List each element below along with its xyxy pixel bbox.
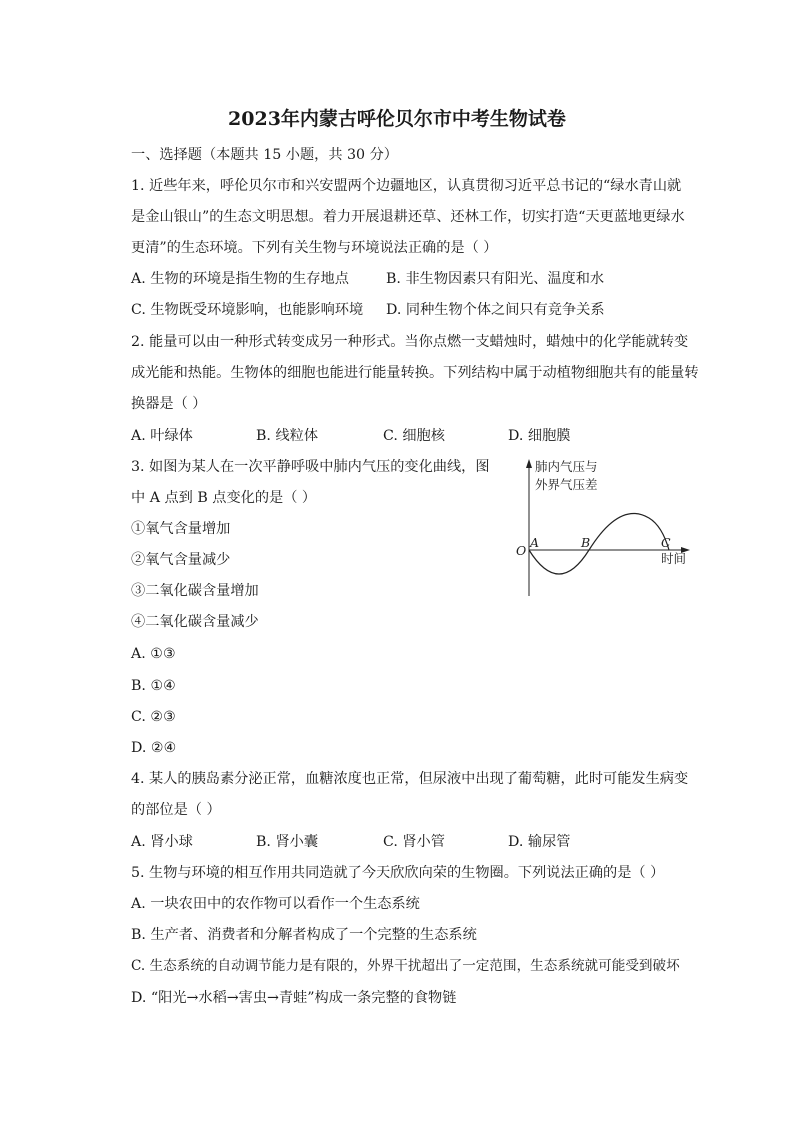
q2-option-a: A. 叶绿体 — [131, 428, 193, 444]
q3-option-c: C. ②③ — [131, 709, 176, 725]
q4-option-a: A. 肾小球 — [131, 834, 193, 850]
q5-option-c: C. 生态系统的自动调节能力是有限的，外界干扰超出了一定范围，生态系统就可能受到破坏 — [131, 958, 680, 974]
q1-option-d: D. 同种生物个体之间只有竞争关系 — [386, 302, 605, 318]
q3-item-4: ④二氧化碳含量减少 — [131, 614, 259, 630]
q4-option-b: B. 肾小囊 — [256, 834, 319, 850]
q5-option-b: B. 生产者、消费者和分解者构成了一个完整的生态系统 — [131, 927, 477, 943]
point-c-label: C — [661, 535, 671, 550]
q1-line-3: 更清”的生态环境。下列有关生物与环境说法正确的是（ ） — [131, 240, 498, 256]
q5-line-1: 5. 生物与环境的相互作用共同造就了今天欣欣向荣的生物圈。下列说法正确的是（ ） — [131, 865, 665, 881]
q3-line-1: 3. 如图为某人在一次平静呼吸中肺内气压的变化曲线，图 — [131, 459, 490, 475]
q2-option-d: D. 细胞膜 — [508, 428, 571, 444]
x-axis-label: 时间 — [661, 551, 687, 566]
q2-line-2: 成光能和热能。生物体的细胞也能进行能量转换。下列结构中属于动植物细胞共有的能量转 — [131, 365, 699, 381]
q3-option-a: A. ①③ — [131, 646, 176, 662]
q3-line-2: 中 A 点到 B 点变化的是（ ） — [131, 490, 317, 506]
q3-option-b: B. ①④ — [131, 678, 176, 694]
q1-option-a: A. 生物的环境是指生物的生存地点 — [131, 271, 349, 287]
page-title: 2023年内蒙古呼伦贝尔市中考生物试卷 — [228, 108, 566, 130]
section-heading: 一、选择题（本题共 15 小题，共 30 分） — [131, 147, 398, 163]
y-axis-arrow — [526, 459, 532, 468]
q1-line-2: 是金山银山”的生态文明思想。着力开展退耕还草、还林工作，切实打造“天更蓝地更绿水 — [131, 209, 685, 225]
q1-option-b: B. 非生物因素只有阳光、温度和水 — [386, 271, 605, 287]
q3-item-1: ①氧气含量增加 — [131, 521, 231, 537]
pressure-curve — [529, 513, 669, 574]
point-a-label: A — [530, 535, 540, 550]
q3-item-2: ②氧气含量减少 — [131, 552, 231, 568]
q4-option-c: C. 肾小管 — [383, 834, 445, 850]
q5-option-d: D. “阳光→水稻→害虫→青蛙”构成一条完整的食物链 — [131, 990, 457, 1006]
q2-option-c: C. 细胞核 — [383, 428, 445, 444]
q4-line-1: 4. 某人的胰岛素分泌正常，血糖浓度也正常，但尿液中出现了葡萄糖，此时可能发生病变 — [131, 771, 689, 787]
q4-option-d: D. 输尿管 — [508, 834, 571, 850]
point-b-label: B — [581, 535, 591, 550]
origin-label: O — [516, 543, 527, 558]
q1-option-c: C. 生物既受环境影响，也能影响环境 — [131, 302, 364, 318]
q3-item-3: ③二氧化碳含量增加 — [131, 583, 259, 599]
q2-line-3: 换器是（ ） — [131, 396, 207, 412]
q2-option-b: B. 线粒体 — [256, 428, 319, 444]
q5-option-a: A. 一块农田中的农作物可以看作一个生态系统 — [131, 896, 420, 912]
lung-pressure-graph — [515, 456, 695, 601]
y-axis-label-2: 外界气压差 — [535, 477, 598, 492]
q4-line-2: 的部位是（ ） — [131, 802, 221, 818]
q1-line-1: 1. 近些年来，呼伦贝尔市和兴安盟两个边疆地区，认真贯彻习近平总书记的“绿水青山就 — [131, 178, 682, 194]
q2-line-1: 2. 能量可以由一种形式转变成另一种形式。当你点燃一支蜡烛时，蜡烛中的化学能就转变 — [131, 334, 689, 350]
y-axis-label-1: 肺内气压与 — [535, 459, 598, 474]
q3-option-d: D. ②④ — [131, 740, 177, 756]
